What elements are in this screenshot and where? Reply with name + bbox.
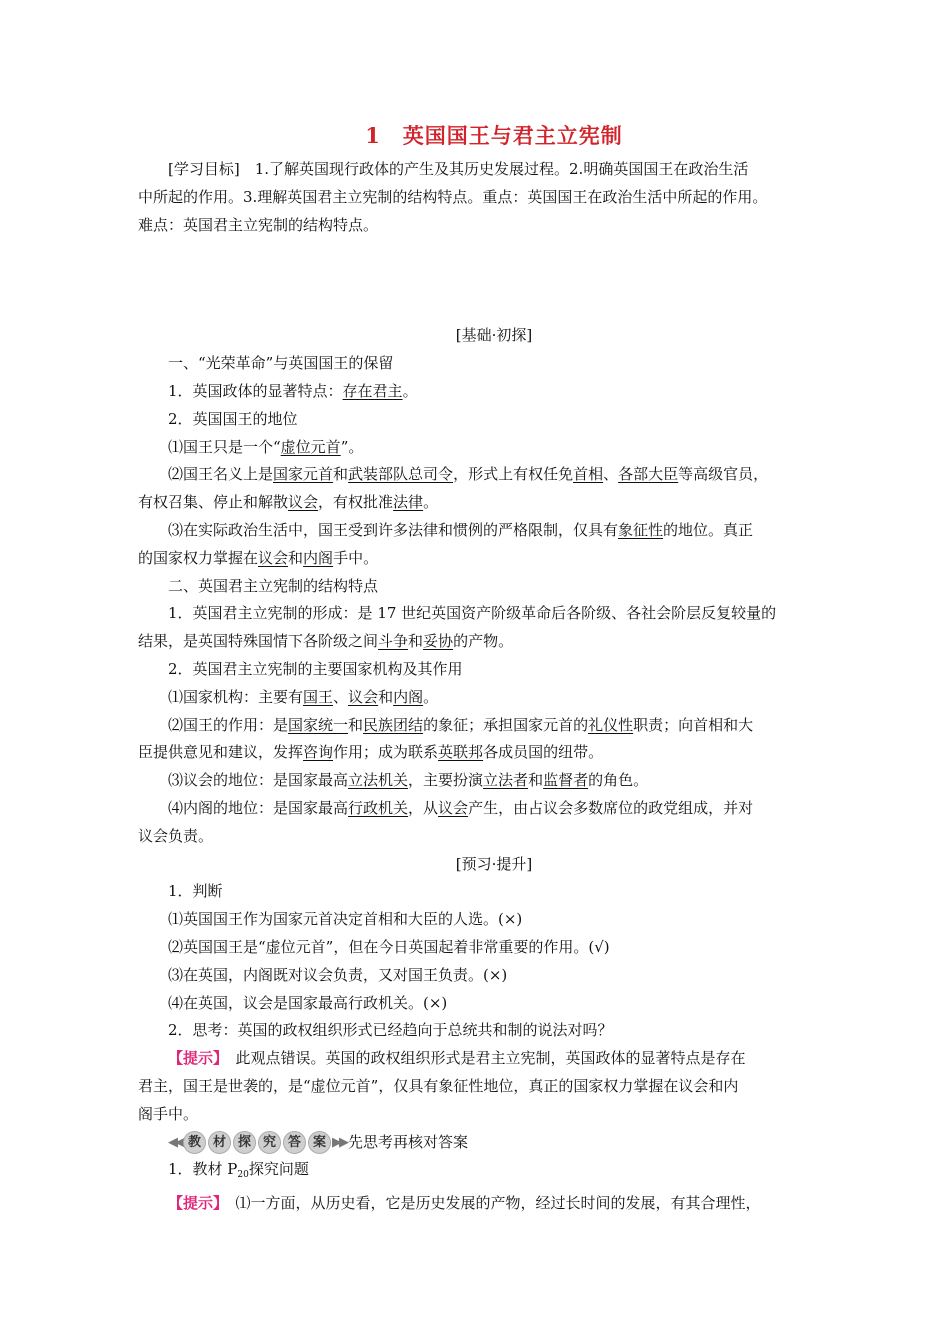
subsection-heading: 一、“光荣革命”与英国国王的保留: [168, 354, 394, 373]
paragraph-line: 1．教材 $P_{20}$探究问题: [168, 1160, 309, 1181]
learning-goals: [138, 156, 850, 239]
answer-blank: 议会: [288, 493, 319, 512]
banner-char: 究: [258, 1131, 281, 1154]
banner-suffix: 先思考再核对答案: [348, 1132, 469, 1151]
answer-blank: 妥协: [423, 632, 454, 651]
paragraph-line: ⑵国王名义上是国家元首和武装部队总司令，形式上有权任免首相、各部大臣等高级官员，: [168, 465, 769, 484]
judgement-item: ⑴英国国王作为国家元首决定首相和大臣的人选。(×): [168, 910, 523, 929]
paragraph-line: ⑴国王只是一个“虚位元首”。: [168, 437, 364, 456]
answer-blank: 国家元首: [273, 465, 334, 484]
answer-blank: 国王: [303, 687, 334, 706]
answer-blank: 立法机关: [348, 771, 409, 790]
answer-blank: 行政机关: [348, 798, 409, 817]
paragraph-line: 【提示】 ⑴一方面，从历史看，它是历史发展的产物，经过长时间的发展，有其合理性，: [168, 1194, 761, 1213]
textbook-section: [138, 1129, 850, 1218]
answer-blank: 法律: [393, 493, 424, 512]
hint-label: 【提示】: [168, 1049, 221, 1068]
answer-blank: 民族团结: [363, 715, 424, 734]
banner-char: 材: [208, 1131, 231, 1154]
answer-blank: 议会: [348, 687, 379, 706]
banner-char: 案: [308, 1131, 331, 1154]
answer-blank: 监督者: [543, 771, 589, 790]
paragraph-line: 【提示】 此观点错误。英国的政权组织形式是君主立宪制，英国政体的显著特点是存在: [168, 1049, 746, 1068]
answer-blank: 虚位元首: [280, 437, 341, 456]
answer-blank: 国家统一: [288, 715, 349, 734]
paragraph-line: 1．英国政体的显著特点：存在君主。: [168, 381, 418, 400]
answer-blank: 议会: [258, 548, 289, 567]
answer-blank: 斗争: [378, 632, 409, 651]
answer-blank: 武装部队总司令: [348, 465, 454, 484]
answer-blank: 英联邦: [438, 743, 484, 762]
paragraph-line: 君主，国王是世袭的，是“虚位元首”，仅具有象征性地位，真正的国家权力掌握在议会和内: [138, 1076, 739, 1095]
subsection-heading: 二、英国君主立宪制的结构特点: [168, 576, 379, 595]
paragraph-line: 1．判断: [168, 882, 223, 901]
answer-blank: 首相: [573, 465, 604, 484]
paragraph-line: 1．英国君主立宪制的形成：是 17 世纪英国资产阶级革命后各阶级、各社会阶层反复较量的: [168, 604, 777, 623]
paragraph-line: ⑶在实际政治生活中，国王受到许多法律和惯例的严格限制，仅具有象征性的地位。真正: [168, 520, 754, 539]
answer-blank: 内阁: [303, 548, 334, 567]
banner-char: 教: [183, 1131, 206, 1154]
chevron-left-icon: ◀◀: [168, 1134, 182, 1150]
goals-line: 难点：英国君主立宪制的结构特点。: [138, 215, 379, 234]
paragraph-line: 的国家权力掌握在议会和内阁手中。: [138, 548, 379, 567]
judgement-item: ⑶在英国，内阁既对议会负责，又对国王负责。(×): [168, 965, 508, 984]
chevron-right-icon: ▶▶: [332, 1134, 346, 1150]
paragraph-line: ⑴国家机构：主要有国王、议会和内阁。: [168, 687, 439, 706]
preview-section: [138, 851, 850, 1129]
paragraph-line: ⑷内阁的地位：是国家最高行政机关，从议会产生，由占议会多数席位的政党组成，并对: [168, 798, 754, 817]
textbook-banner-line: [138, 1129, 850, 1157]
paragraph-line: 2．思考：英国的政权组织形式已经趋向于总统共和制的说法对吗？: [168, 1021, 613, 1040]
banner-char: 答: [283, 1131, 306, 1154]
answer-blank: 各部大臣: [618, 465, 679, 484]
paragraph-line: 2．英国国王的地位: [168, 409, 298, 428]
goals-line: [学习目标] 1.了解英国现行政体的产生及其历史发展过程。2.明确英国国王在政治生活: [168, 160, 749, 178]
section-header: [基础·初探]: [455, 326, 533, 345]
answer-blank: 内阁: [393, 687, 424, 706]
answer-blank: 咨询: [303, 743, 334, 762]
banner-char: 探: [233, 1131, 256, 1154]
answer-blank: 存在君主: [342, 381, 403, 400]
document-page: [138, 120, 850, 1218]
section-header: [预习·提升]: [455, 854, 533, 873]
paragraph-line: ⑶议会的地位：是国家最高立法机关，主要扮演立法者和监督者的角色。: [168, 771, 649, 790]
hint-label: 【提示】: [168, 1194, 221, 1213]
textbook-banner: [168, 1129, 346, 1157]
judgement-item: ⑵英国国王是“虚位元首”，但在今日英国起着非常重要的作用。(√): [168, 937, 610, 956]
answer-blank: 礼仪性: [588, 715, 634, 734]
paragraph-line: 有权召集、停止和解散议会，有权批准法律。: [138, 493, 439, 512]
paragraph-line: 阁手中。: [138, 1104, 199, 1123]
document-title: 1 英国国王与君主立宪制: [365, 123, 623, 148]
goals-line: 中所起的作用。3.理解英国君主立宪制的结构特点。重点：英国国王在政治生活中所起的作用。: [138, 187, 768, 206]
judgement-item: ⑷在英国，议会是国家最高行政机关。(×): [168, 993, 448, 1012]
answer-blank: 象征性: [618, 520, 664, 539]
paragraph-line: ⑵国王的作用：是国家统一和民族团结的象征；承担国家元首的礼仪性职责；向首相和大: [168, 715, 754, 734]
basics-section: [138, 322, 850, 850]
paragraph-line: 2．英国君主立宪制的主要国家机构及其作用: [168, 659, 463, 678]
paragraph-line: 臣提供意见和建议，发挥咨询作用；成为联系英联邦各成员国的纽带。: [138, 743, 604, 762]
answer-blank: 立法者: [483, 771, 529, 790]
paragraph-line: 结果，是英国特殊国情下各阶级之间斗争和妥协的产物。: [138, 632, 514, 651]
answer-blank: 议会: [438, 798, 469, 817]
paragraph-line: 议会负责。: [138, 826, 214, 845]
